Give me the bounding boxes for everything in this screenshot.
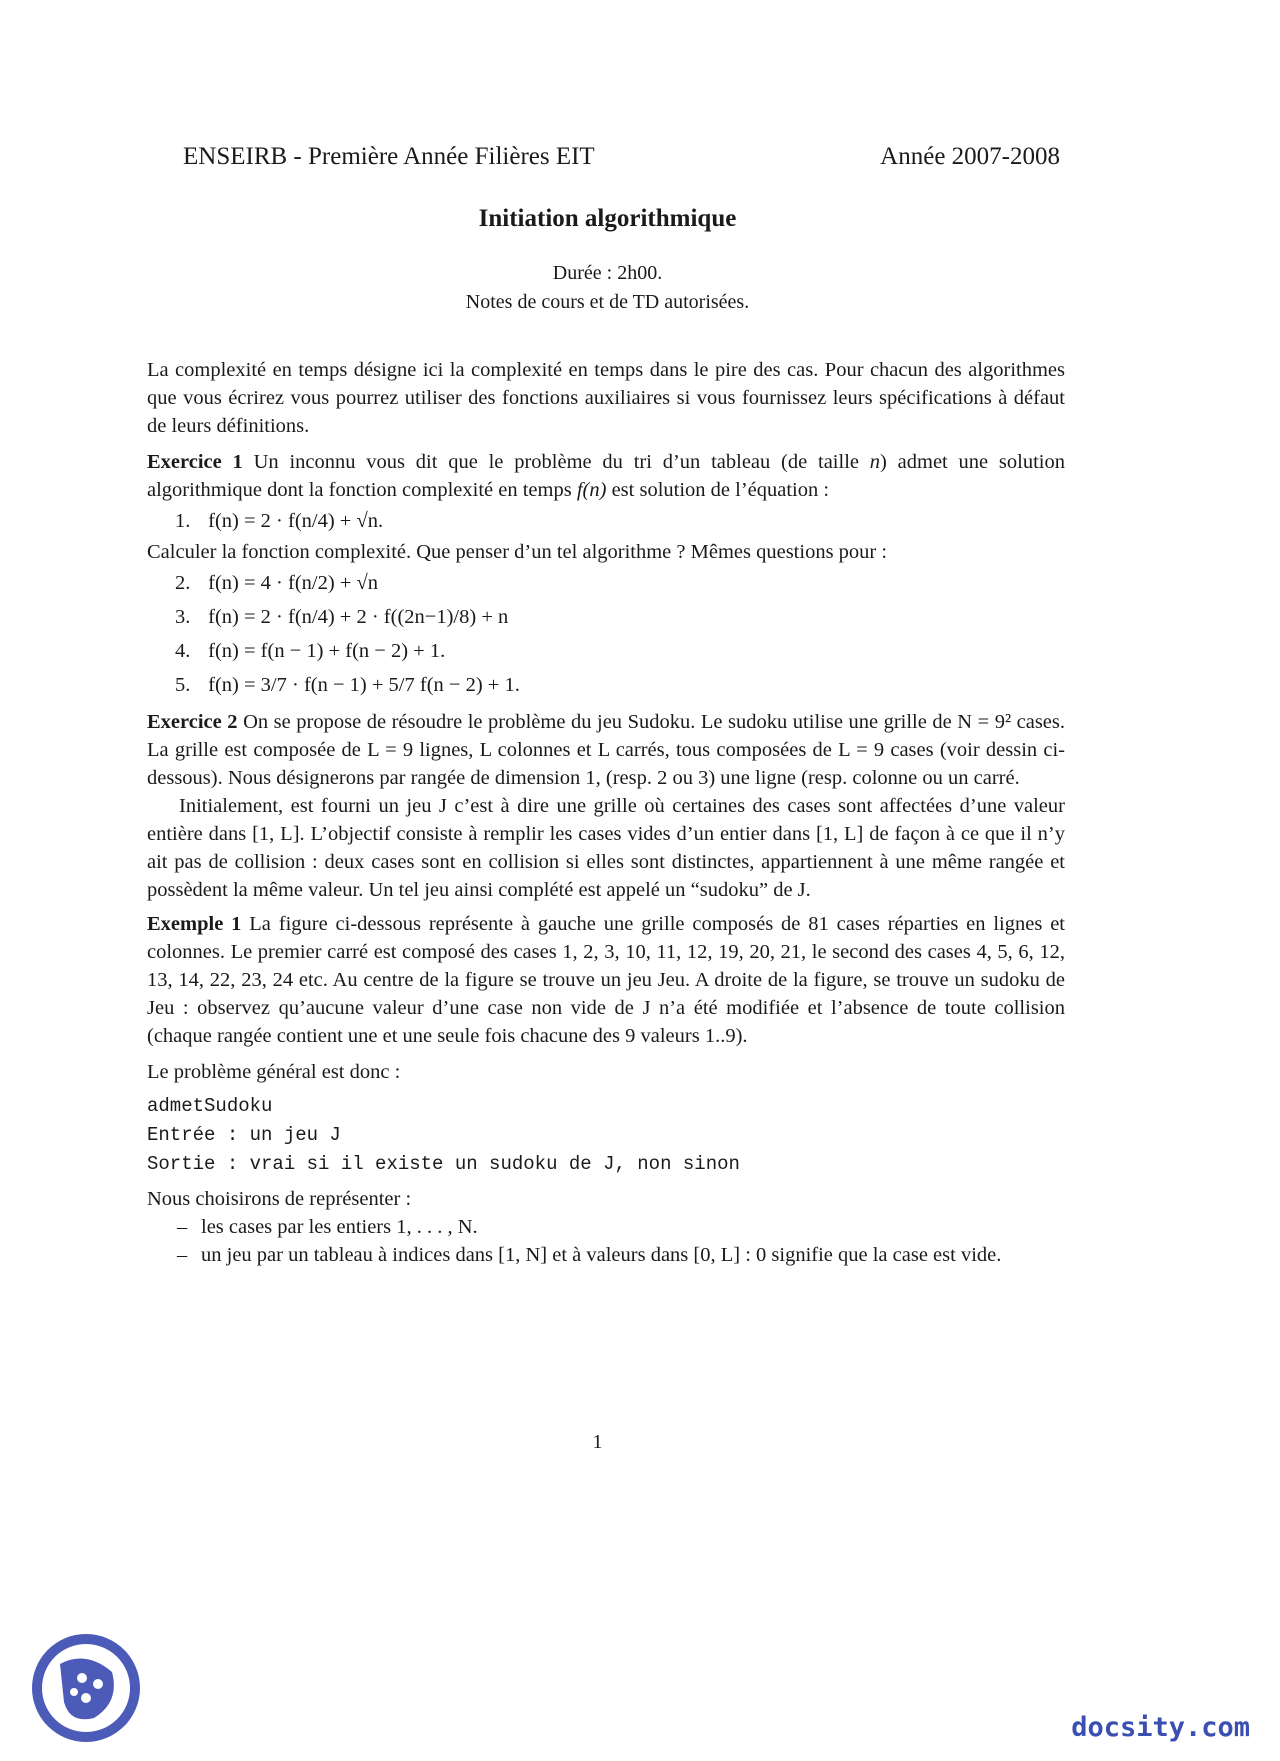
exercise-1-text-c: est solution de l’équation : <box>611 479 830 501</box>
equation-number: 2. <box>175 572 191 594</box>
exercise-1-label: Exercice 1 <box>147 451 243 473</box>
equation-item <box>147 504 1065 538</box>
equation-item <box>147 566 1065 600</box>
equation-number: 3. <box>175 606 191 628</box>
page-title: Initiation algorithmique <box>478 205 737 232</box>
page-number: 1 <box>592 1431 603 1453</box>
exercise-1-text-a: Un inconnu vous dit que le problème du tri d’un tableau (de taille <box>253 451 859 473</box>
exercise-1-fn: f(n) <box>576 479 607 501</box>
header-year: Année 2007-2008 <box>880 143 1060 170</box>
equation-formula: f(n) = 2 · f(n/4) + 2 · f((2n−1)/8) + n <box>208 606 509 628</box>
exercise-1-text <box>147 448 1065 504</box>
equation-item <box>147 600 1065 634</box>
notes-allowed: Notes de cours et de TD autorisées. <box>465 291 750 313</box>
exercise-1-n: n <box>869 451 881 473</box>
exercise-2-paragraph-2: Initialement, est fourni un jeu J c’est à dire une grille où certaines des cases sont affectées d’une valeur entière dans [1, L]. L’objectif consiste à remplir les cases vides d’un entier dans [1, L] de façon à ce que il n’y ait pas de collision : deux cases sont en collision si elles sont distinctes, appartiennent à une même rangée et possèdent la même valeur. Un tel jeu ainsi complété est appelé un “sudoku” de J. <box>147 795 1065 901</box>
equation-formula: f(n) = 2 · f(n/4) + √n. <box>208 510 384 532</box>
list-item-text: – les cases par les entiers 1, . . . , N. <box>201 1216 478 1238</box>
equation-number: 4. <box>175 640 191 662</box>
equation-number: 5. <box>175 674 191 696</box>
list-item <box>147 1213 1065 1241</box>
equation-number: 1. <box>175 510 191 532</box>
equation-formula: f(n) = 4 · f(n/2) + √n <box>208 572 378 594</box>
list-item <box>147 1241 1065 1269</box>
header-institution: ENSEIRB - Première Année Filières EIT <box>183 143 595 170</box>
example-1-label: Exemple 1 <box>147 913 242 935</box>
problem-input: Entrée : un jeu J <box>147 1124 341 1146</box>
equation-formula: f(n) = f(n − 1) + f(n − 2) + 1. <box>208 640 446 662</box>
docsity-logo-icon <box>30 1632 142 1744</box>
equation-formula: f(n) = 3/7 · f(n − 1) + 5/7 f(n − 2) + 1. <box>208 674 520 696</box>
equation-item <box>147 634 1065 668</box>
problem-intro: Le problème général est donc : <box>147 1061 401 1083</box>
exercise-2-text <box>147 708 1065 792</box>
exercise-2-paragraph-1: On se propose de résoudre le problème du jeu Sudoku. Le sudoku utilise une grille de N = 9² cases. La grille est composée de L = 9 lignes, L colonnes et L carrés, tous composées de L = 9 cases (voir dessin ci-dessous). Nous désignerons par rangée de dimension 1, (resp. 2 ou 3) une ligne (resp. colonne ou un carré. <box>147 711 1065 789</box>
brand-watermark: docsity.com <box>1071 1712 1250 1743</box>
exercise-1-question: Calculer la fonction complexité. Que penser d’un tel algorithme ? Mêmes questions pour : <box>147 541 888 563</box>
duration: Durée : 2h00. <box>552 262 663 284</box>
representation-intro: Nous choisirons de représenter : <box>147 1188 412 1210</box>
example-1-paragraph: La figure ci-dessous représente à gauche une grille composés de 81 cases réparties en lignes et colonnes. Le premier carré est composé des cases 1, 2, 3, 10, 11, 12, 19, 20, 21, le second des cases 4, 5, 6, 12, 13, 14, 22, 23, 24 etc. Au centre de la figure se trouve un jeu Jeu. A droite de la figure, se trouve un sudoku de Jeu : observez qu’aucune valeur d’une case non vide de J n’a été modifiée et l’absence de toute collision (chaque rangée contient une et une seule fois chacune des 9 valeurs 1..9). <box>147 913 1065 1047</box>
exercise-2-label: Exercice 2 <box>147 711 238 733</box>
problem-name: admetSudoku <box>147 1095 273 1117</box>
equation-item <box>147 668 1065 702</box>
example-1-text <box>147 910 1065 1050</box>
intro-paragraph: La complexité en temps désigne ici la complexité en temps dans le pire des cas. Pour chacun des algorithmes que vous écrirez vous pourrez utiliser des fonctions auxiliaires si vous fournissez leurs spécifications à défaut de leurs définitions. <box>147 359 1065 437</box>
list-item-text: – un jeu par un tableau à indices dans [1, N] et à valeurs dans [0, L] : 0 signifie que la case est vide. <box>201 1244 1002 1266</box>
exercise-1-text-b: ) admet une solution algorithmique dont la fonction complexité en temps <box>147 451 1065 501</box>
document-body <box>147 356 1065 1269</box>
problem-output: Sortie : vrai si il existe un sudoku de J, non sinon <box>147 1153 740 1175</box>
